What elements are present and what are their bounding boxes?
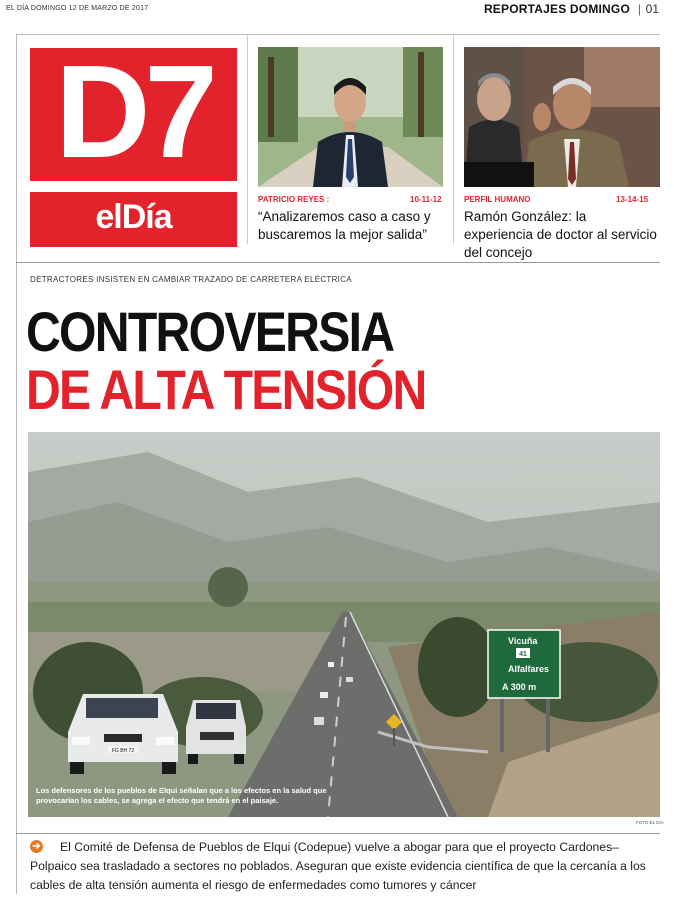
- header-separator: |: [637, 2, 641, 16]
- section-title: REPORTAJES DOMINGO: [483, 2, 630, 16]
- teaser-title[interactable]: Ramón González: la experiencia de doctor al servicio del concejo: [464, 209, 657, 260]
- teaser-kicker: PERFIL HUMANO: [464, 195, 531, 204]
- photo-caption: Los defensores de los pueblos de Elqui señalan que a los efectos en la salud que provocarían los cables, se agrega el efecto que tendrá en el paisaje.: [36, 786, 327, 805]
- headline-line2[interactable]: DE ALTA TENSIÓN: [26, 358, 426, 421]
- headline-line1[interactable]: CONTROVERSIA: [26, 300, 394, 363]
- column-divider: [247, 34, 248, 244]
- portrait-illustration: [258, 47, 443, 187]
- story-lead: El Comité de Defensa de Pueblos de Elqui (Codepue) vuelve a abogar para que el proyecto Cardones–Polpaico sea trasladado a sectores no poblados. Aseguran que existe evidencia científica de que la cercanía a los cables de alta tensión aumenta el riesgo de enfermedades como tumores y cáncer: [30, 840, 646, 892]
- section-divider: [16, 262, 660, 263]
- car-plate: FG BH 72: [111, 748, 135, 754]
- teaser-pages: 10-11-12: [410, 195, 442, 204]
- page-number: 01: [645, 2, 659, 16]
- teaser-kicker: PATRICIO REYES :: [258, 195, 330, 204]
- teaser-pages: 13-14-15: [616, 195, 649, 204]
- column-divider: [453, 34, 454, 244]
- logo-brand-text: elDía: [95, 198, 172, 236]
- portrait-illustration: [464, 47, 660, 187]
- main-photo-highway[interactable]: [28, 432, 660, 817]
- teaser-photo-ramon-gonzalez[interactable]: [464, 47, 660, 187]
- road-sign-line1: Vicuña: [508, 636, 538, 646]
- date-line: EL DÍA DOMINGO 12 DE MARZO DE 2017: [6, 5, 149, 12]
- section-divider: [16, 833, 660, 834]
- highway-illustration: [28, 432, 660, 817]
- photo-credit: FOTO:EL DÍA: [636, 820, 664, 825]
- teaser-title[interactable]: “Analizaremos caso a caso y buscaremos la mejor salida”: [258, 209, 431, 242]
- road-sign-line3: A 300 m: [502, 682, 537, 692]
- road-sign-route: 41: [519, 651, 527, 658]
- arrow-right-icon: ➔: [30, 840, 43, 853]
- left-rule: [16, 34, 17, 894]
- story-kicker: DETRACTORES INSISTEN EN CAMBIAR TRAZADO DE CARRETERA ELÉCTRICA: [30, 275, 352, 284]
- teaser-photo-patricio-reyes[interactable]: [258, 47, 443, 187]
- logo-d7-text: D7: [55, 38, 212, 185]
- road-sign-line2: Alfalfares: [508, 664, 550, 674]
